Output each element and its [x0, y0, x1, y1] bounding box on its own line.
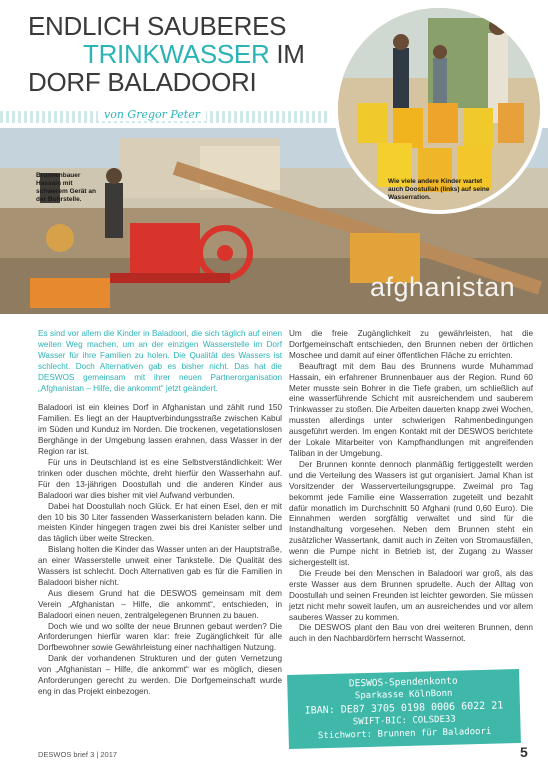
paragraph: Beauftragt mit dem Bau des Brunnens wurde Muhammad Hassain, ein erfahrener Brunnenbauer aus der Region. Rund 60 Meter musste sein Bohrer in die Tiefe graben, um schließlich auf eine wasserführende Schicht mit ausreichendem und sauberem Trinkwasser zu stoßen. Die Arbeiten dauerten knapp zwei Wochen, mussten allerdings unter schwierigen Rahmenbedingungen ausgeführt werden. Im engen Kontakt mit der DESWOS berichtete der Lokale Mitarbeiter von Kampfhandlungen mit angreifenden Taliban in der Umgebung. [289, 361, 533, 458]
article-column-right [289, 329, 533, 645]
paragraph: Für uns in Deutschland ist es eine Selbstverständlichkeit: Wer trinken oder duschen möchte, dreht hierfür den Wasserhahn auf. Für den 13-jährigen Doostullah und die anderen Kinder aus Baladoori war dies bisher mit viel Aufwand verbunden. [38, 457, 282, 500]
paragraph: Dank der vorhandenen Strukturen und der guten Vernetzung von „Afghanistan – Hilfe, die ankommt“ war es möglich, diesen Anforderungen gerecht zu werden. Die Dorfgemeinschaft wurde eng in das Projekt einbezogen. [38, 654, 282, 696]
paragraph: Die Freude bei den Menschen in Baladoori war groß, als das erste Wasser aus dem Brunnen sprudelte. Auch der Alltag von Doostullah und seinen Freunden ist leichter geworden. Sie müssen jetzt nicht mehr soweit laufen, um an ausreichendes und vor allem sauberes Wasser zu kommen. [289, 568, 533, 622]
footer-publication: DESWOS brief 3 | 2017 [38, 750, 118, 759]
title-highlight: TRINKWASSER [83, 39, 270, 69]
paragraph: Um die freie Zugänglichkeit zu gewährleisten, hat die Dorfgemeinschaft entschieden, den Brunnen neben der örtlichen Moschee und damit auf einer öffentlichen Fläche zu errichten. [289, 329, 533, 360]
donation-keyword: Stichwort: Brunnen für Baladoori [317, 726, 492, 742]
donation-title: DESWOS-Spendenkonto [348, 675, 458, 690]
donation-bic: SWIFT-BIC: COLSDE33 [352, 714, 456, 728]
title-line-2-end: IM [269, 39, 305, 69]
title-line-3: DORF BALADOORI [28, 67, 257, 97]
paragraph: Die DESWOS plant den Bau von drei weiteren Brunnen, denn auch in den Nachbardörfern herrscht Wassernot. [289, 623, 533, 644]
author-byline: von Gregor Peter [98, 108, 206, 121]
page-number: 5 [520, 744, 528, 760]
paragraph: Aus diesem Grund hat die DESWOS gemeinsam mit dem Verein „Afghanistan – Hilfe, die ankommt“, entschieden, in Baladoori einen neuen, zentralgelegenen Brunnen zu bauen. [38, 588, 282, 620]
article-intro: Es sind vor allem die Kinder in Baladoori, die sich täglich auf einen weiten Weg machen, um an der einzigen Wasserstelle im Dorf Wasser für ihre Familien zu holen. Die Qualität des Wassers ist schlecht. Doch Alternativen gab es bisher nicht. Das hat die DESWOS gemeinsam mit ihrer neuen Partnerorganisation „Afghanistan – Hilfe, die ankommt“ jetzt geändert. [38, 329, 282, 393]
paragraph: Der Brunnen konnte dennoch planmäßig fertiggestellt werden und die Verteilung des Wassers ist gut organisiert. Jamal Khan ist Vorsitzender der Wasserverteilungsgruppe. Zweimal pro Tag bekommt jede Familie eine Wasserration zugeteilt und bezahlt dafür monatlich im Durchschnitt 50 Afghani (rund 0,60 Euro). Die Einnahmen werden sorgfältig verwaltet und sind für die Instandhaltung vorgesehen. Neben dem Brunnen steht ein zusätzlicher Wassertank, damit auch in Zeiten von Stromausfällen, wenn die Pumpe nicht in Betrieb ist, der Zugang zu Wasser sichergestellt ist. [289, 459, 533, 568]
article-title [28, 12, 358, 96]
donation-bank: Sparkasse KölnBonn [354, 688, 453, 702]
caption-well-builder: Brunnenbauer Hassain mit schwerem Gerät an der Bohrstelle. [36, 172, 96, 203]
paragraph: Baladoori ist ein kleines Dorf in Afghanistan und zählt rund 150 Familien. Es liegt an der Hauptverbindungsstraße zwischen Kabul im Süden und Kunduz im Norden. Die trockenen, vegetationslosen Berghänge in der Umgebung lassen erahnen, dass Wasser in der Region rar ist. [38, 403, 282, 457]
paragraph: Dabei hat Doostullah noch Glück. Er hat einen Esel, den er mit den 10 bis 30 Liter fassenden Wasserkanistern beladen kann. Die meisten Kinder hingegen tragen zwei bis drei Kanister selber und das täglich über weite Strecken. [38, 501, 282, 544]
title-line-1: ENDLICH SAUBERES [28, 11, 287, 41]
donation-iban: IBAN: DE87 3705 0198 0006 6022 21 [304, 700, 504, 717]
paragraph: Bislang holten die Kinder das Wasser unten an der Hauptstraße, an einer Wasserstelle unweit einer Tankstelle. Die Qualität des Wassers ist schlecht. Doch Alternativen gab es für die Familien in Baladoori bisher nicht. [38, 545, 282, 587]
paragraph: Doch wie und wo sollte der neue Brunnen gebaut werden? Die Anforderungen hierfür waren klar: freie Zugänglichkeit für alle Dorfbewohner sowie Gewährleistung einer nachhaltigen Nutzung. [38, 621, 282, 653]
title-line-2 [28, 40, 358, 68]
caption-children: Wie viele andere Kinder wartet auch Doostullah (links) auf seine Wasserration. [388, 178, 490, 201]
country-label: afghanistan [370, 272, 516, 302]
article-column-left [38, 329, 282, 698]
donation-box [287, 669, 521, 749]
